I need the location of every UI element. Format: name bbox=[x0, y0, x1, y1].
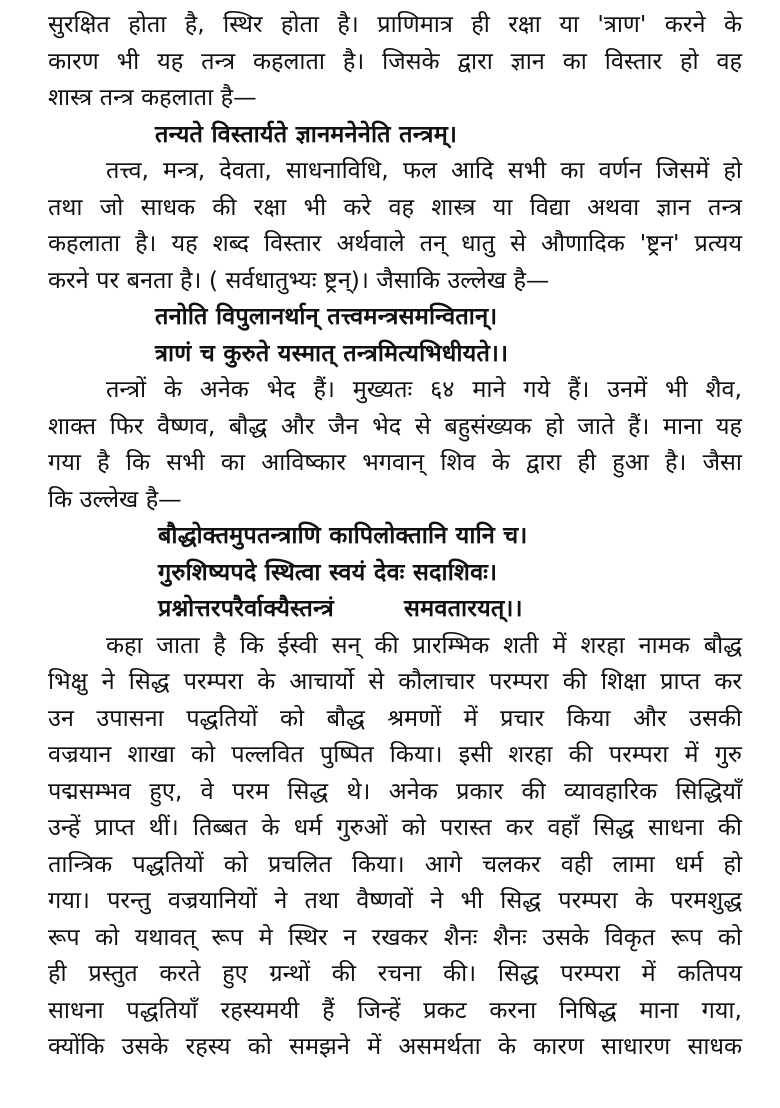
text-line: वज्रयान शाखा को पल्लवित पुष्पित किया। इसी शरहा की परम्परा में गुरु bbox=[48, 740, 742, 768]
verse-line: बौद्धोक्तमुपतन्त्राणि कापिलोक्तानि यानि च। bbox=[158, 521, 528, 549]
text-line: रूप को यथावत् रूप मे स्थिर न रखकर शैनः शैनः उसके विकृत रूप को bbox=[48, 922, 742, 951]
text-line: कि उल्लेख है— bbox=[48, 484, 182, 513]
text-line: उन उपासना पद्धतियों को बौद्ध श्रमणों में प्रचार किया और उसकी bbox=[48, 703, 742, 732]
text-line: भिक्षु ने सिद्ध परम्परा के आचार्यो से कौलाचार परम्परा की शिक्षा प्राप्त कर bbox=[48, 667, 742, 695]
text-line: तथा जो साधक की रक्षा भी करे वह शास्त्र या विद्या अथवा ज्ञान तन्त्र bbox=[48, 192, 742, 221]
verse-line bbox=[48, 590, 742, 627]
verse-line: तनोति विपुलानर्थान् तत्त्वमन्त्रसमन्वितान्। bbox=[155, 302, 498, 330]
text-line: ही प्रस्तुत करते हुए ग्रन्थों की रचना की। सिद्ध परम्परा में कतिपय bbox=[48, 959, 742, 987]
text-line: शाक्त फिर वैष्णव, बौद्ध और जैन भेद से बहुसंख्यक हो जाते हैं। माना यह bbox=[48, 411, 742, 440]
verse-block-3 bbox=[48, 517, 742, 627]
verse-line: त्राणं च कुरुते यस्मात् तन्त्रमित्यभिधीयते।। bbox=[155, 338, 509, 367]
verse-block-1 bbox=[48, 116, 742, 153]
text-line: क्योंकि उसके रहस्य को समझने में असमर्थता के कारण साधारण साधक bbox=[48, 1032, 742, 1060]
text-line: करने पर बनता है। ( सर्वधातुभ्यः ष्ट्रन्)। जैसाकि उल्लेख है— bbox=[48, 265, 550, 294]
paragraph-2 bbox=[48, 152, 742, 298]
text-line: कहलाता है। यह शब्द विस्तार अर्थवाले तन् धातु से औणादिक 'ष्ट्रन' प्रत्यय bbox=[48, 229, 742, 257]
paragraph-4 bbox=[48, 627, 742, 1065]
verse-line: गुरुशिष्यपदे स्थित्वा स्वयं देवः सदाशिवः। bbox=[158, 557, 498, 586]
text-line: तन्त्रों के अनेक भेद हैं। मुख्यतः ६४ माने गये हैं। उनमें भी शैव, bbox=[106, 375, 742, 403]
text-line: सुरक्षित होता है, स्थिर होता है। प्राणिमात्र ही रक्षा या 'त्राण' करने के bbox=[48, 10, 742, 38]
text-line: पद्मसम्भव हुए, वे परम सिद्ध थे। अनेक प्रकार की व्यावहारिक सिद्धियाँ bbox=[48, 776, 742, 805]
paragraph-3 bbox=[48, 371, 742, 517]
text-line: साधना पद्धतियाँ रहस्यमयी हैं जिन्हें प्रकट करना निषिद्ध माना गया, bbox=[48, 995, 742, 1024]
verse-block-2 bbox=[48, 298, 742, 371]
verse-line: तन्यते विस्तार्यते ज्ञानमनेनेति तन्त्रम्। bbox=[155, 119, 458, 148]
text-line: तान्त्रिक पद्धतियों को प्रचलित किया। आगे चलकर वही लामा धर्म हो bbox=[48, 849, 742, 878]
text-line: शास्त्र तन्त्र कहलाता है— bbox=[48, 83, 257, 111]
text-line: गया। परन्तु वज्रयानियों ने तथा वैष्णवों ने भी सिद्ध परम्परा के परमशुद्ध bbox=[48, 886, 742, 914]
text-line: उन्हें प्राप्त थीं। तिब्बत के धर्म गुरुओं को परास्त कर वहाँ सिद्ध साधना की bbox=[48, 813, 742, 841]
verse-part: समवतारयत्।। bbox=[403, 594, 523, 622]
text-line: गया है कि सभी का आविष्कार भगवान् शिव के द्वारा ही हुआ है। जैसा bbox=[48, 448, 742, 476]
text-line: कारण भी यह तन्त्र कहलाता है। जिसके द्वारा ज्ञान का विस्तार हो वह bbox=[48, 46, 742, 75]
text-line: तत्त्व, मन्त्र, देवता, साधनाविधि, फल आदि सभी का वर्णन जिसमें हो bbox=[106, 156, 742, 184]
text-line: कहा जाता है कि ईस्वी सन् की प्रारम्भिक शती में शरहा नामक बौद्ध bbox=[106, 630, 742, 659]
paragraph-1 bbox=[48, 6, 742, 116]
verse-part: प्रश्नोत्तरपरैर्वाक्यैस्तन्त्रं bbox=[158, 594, 334, 622]
